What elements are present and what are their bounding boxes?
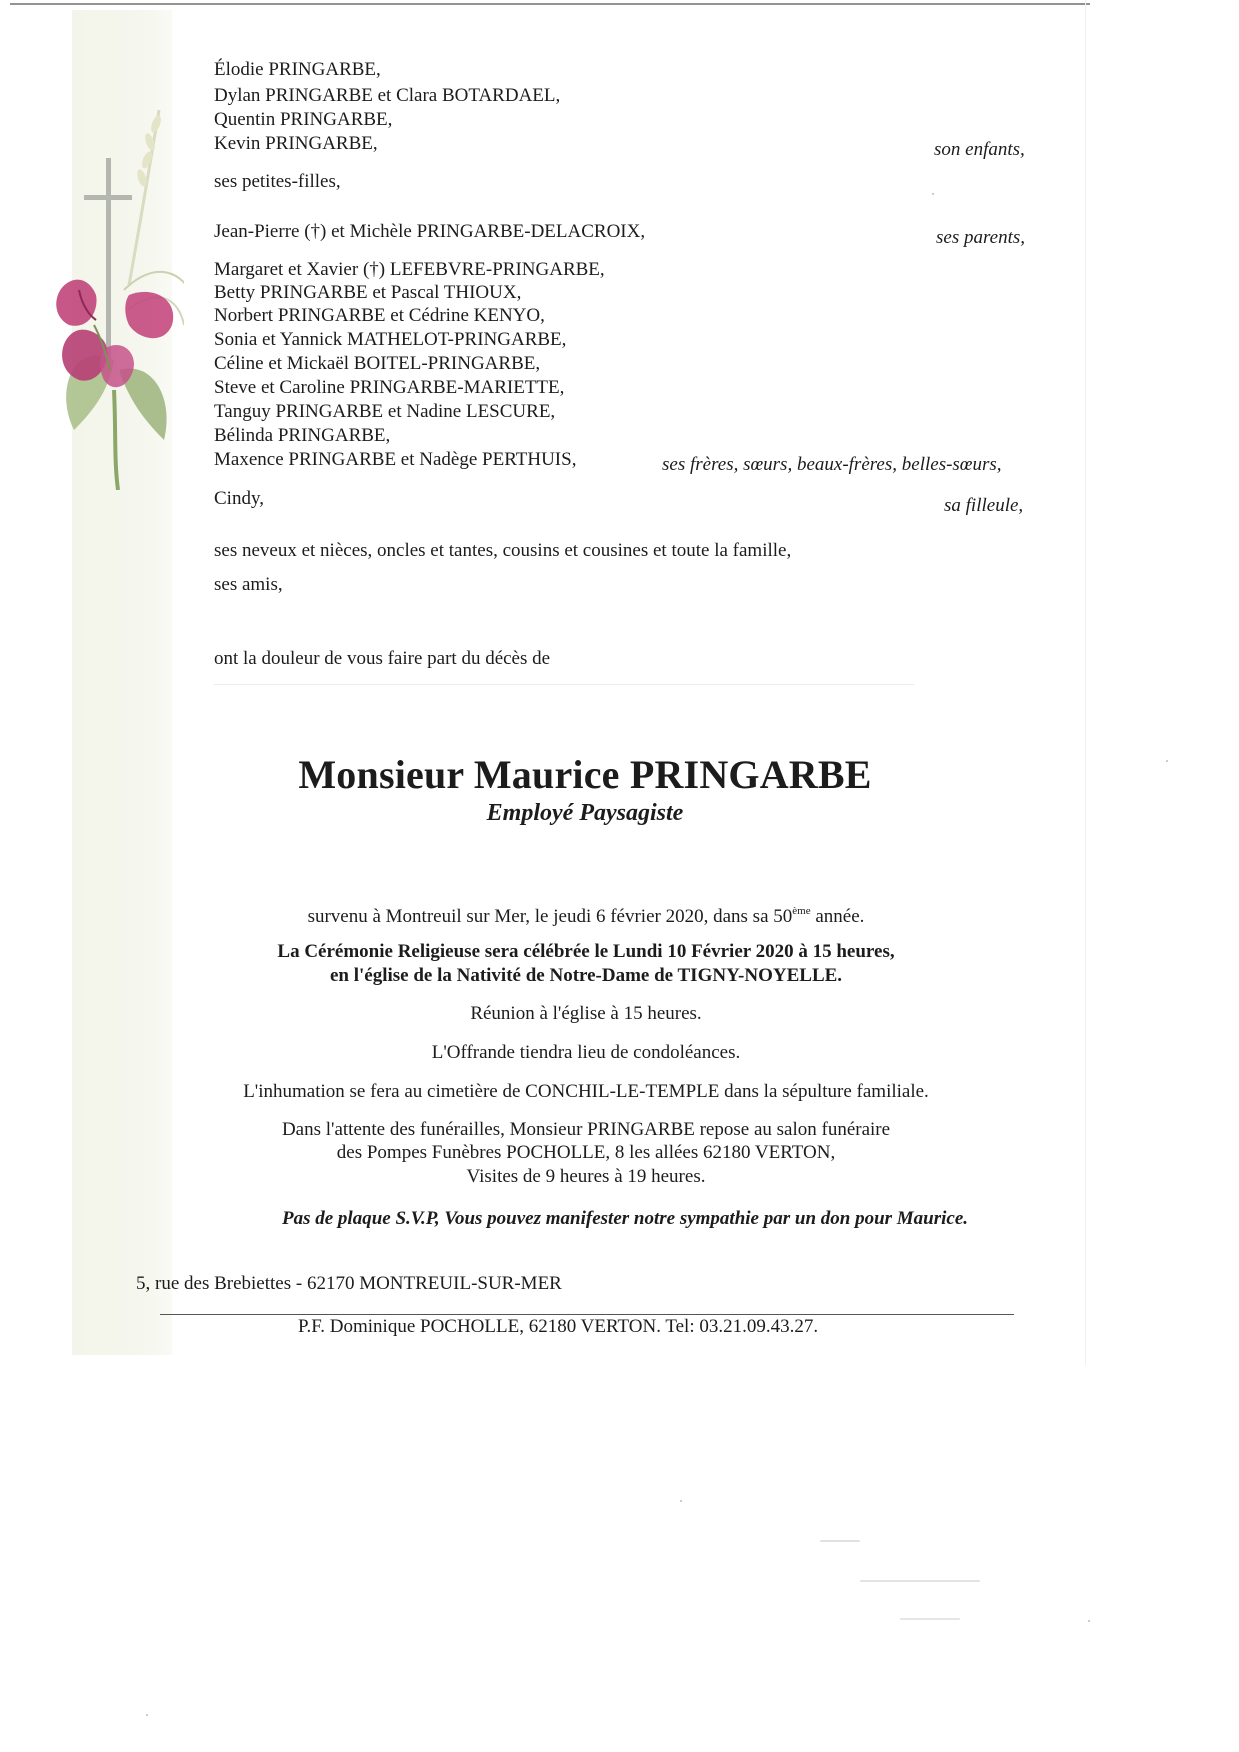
goddaughter: Cindy, [214,488,264,509]
deceased-name: Monsieur Maurice PRINGARBE [298,752,872,797]
parents-label: ses parents, [936,227,1026,248]
scan-speck [900,1618,960,1620]
scan-speck [860,1580,980,1582]
family-address: 5, rue des Brebiettes - 62170 MONTREUIL-SUR-MER [136,1273,562,1294]
children-label: son enfants, [934,139,1025,160]
ceremony-line-2: en l'église de la Nativité de Notre-Dame de TIGNY-NOYELLE. [329,965,843,986]
goddaughter-label: sa filleule, [944,495,1024,516]
rest-info-3: Visites de 9 heures à 19 heures. [466,1166,706,1187]
sibling-9: Maxence PRINGARBE et Nadège PERTHUIS, [214,449,577,470]
calla-lily-cross-ornament [44,110,184,490]
scan-speck [680,1500,682,1502]
scan-speck [1088,1620,1090,1622]
friends: ses amis, [214,574,283,595]
scan-speck [820,1540,860,1542]
death-details-text: survenu à Montreuil sur Mer, le jeudi 6 février 2020, dans sa 50 [307,906,793,927]
meeting-info: Réunion à l'église à 15 heures. [470,1003,702,1024]
scan-speck [146,1714,148,1716]
no-plaque-notice: Pas de plaque S.V.P, Vous pouvez manifester notre sympathie par un don pour Maurice. [282,1208,969,1229]
faint-rule [214,684,914,685]
death-details-end: année. [810,906,865,927]
rest-info-1: Dans l'attente des funérailles, Monsieur PRINGARBE repose au salon funéraire [281,1119,891,1140]
scan-top-edge [10,3,1090,5]
siblings-label: ses frères, sœurs, beaux-frères, belles-sœurs, [662,454,1002,475]
announcement-line: ont la douleur de vous faire part du décès de [214,648,551,669]
sibling-8: Bélinda PRINGARBE, [214,425,391,446]
rest-info-2: des Pompes Funèbres POCHOLLE, 8 les allées 62180 VERTON, [336,1142,836,1163]
grandchildren: ses petites-filles, [214,171,341,192]
ordinal-suffix: ème [792,905,811,917]
deceased-occupation: Employé Paysagiste [486,800,684,826]
sibling-4: Sonia et Yannick MATHELOT-PRINGARBE, [214,329,567,350]
child-1: Élodie PRINGARBE, [214,59,381,80]
scan-speck [932,193,934,195]
sibling-6: Steve et Caroline PRINGARBE-MARIETTE, [214,377,565,398]
ceremony-line-1: La Cérémonie Religieuse sera célébrée le Lundi 10 Février 2020 à 15 heures, [277,941,895,962]
burial-info: L'inhumation se fera au cimetière de CONCHIL-LE-TEMPLE dans la sépulture familiale. [243,1081,929,1102]
sibling-3: Norbert PRINGARBE et Cédrine KENYO, [214,305,545,326]
sibling-2: Betty PRINGARBE et Pascal THIOUX, [214,282,522,303]
funeral-home-footer: P.F. Dominique POCHOLLE, 62180 VERTON. Tel: 03.21.09.43.27. [298,1316,819,1337]
extended-family: ses neveux et nièces, oncles et tantes, cousins et cousines et toute la famille, [214,540,792,561]
sibling-1: Margaret et Xavier (†) LEFEBVRE-PRINGARBE, [214,259,605,280]
sibling-7: Tanguy PRINGARBE et Nadine LESCURE, [214,401,556,422]
child-2: Dylan PRINGARBE et Clara BOTARDAEL, [214,85,561,106]
scan-speck [1166,760,1168,762]
child-3: Quentin PRINGARBE, [214,109,393,130]
sibling-5: Céline et Mickaël BOITEL-PRINGARBE, [214,353,541,374]
child-4: Kevin PRINGARBE, [214,133,378,154]
parents: Jean-Pierre (†) et Michèle PRINGARBE-DELACROIX, [214,221,646,242]
offering-info: L'Offrande tiendra lieu de condoléances. [431,1042,741,1063]
death-details [0,900,1172,928]
